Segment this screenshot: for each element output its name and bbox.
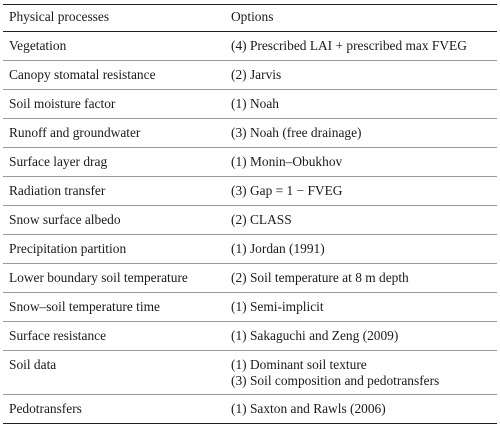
option-cell: (3) Gap = 1 − FVEG	[231, 183, 343, 198]
process-cell: Precipitation partition	[9, 241, 127, 256]
table-body	[3, 32, 497, 424]
table-row	[3, 61, 497, 90]
option-cell: (4) Prescribed LAI + prescribed max FVEG	[231, 38, 467, 53]
option-line: (1) Dominant soil texture	[231, 357, 367, 372]
table-row	[3, 351, 497, 395]
table-row	[3, 148, 497, 177]
header-row	[3, 5, 497, 32]
process-cell: Soil data	[9, 357, 57, 372]
table-row	[3, 395, 497, 424]
table-row	[3, 177, 497, 206]
option-cell: (1) Noah	[231, 96, 279, 111]
option-cell: (1) Saxton and Rawls (2006)	[231, 401, 386, 416]
physics-options-table	[3, 4, 497, 424]
table-row	[3, 322, 497, 351]
table-header	[3, 5, 497, 32]
option-cell-multiline	[225, 351, 497, 395]
process-cell: Canopy stomatal resistance	[9, 67, 156, 82]
process-cell: Snow–soil temperature time	[9, 299, 160, 314]
option-cell: (3) Noah (free drainage)	[231, 125, 362, 140]
table-row	[3, 90, 497, 119]
option-cell: (2) CLASS	[231, 212, 292, 227]
option-cell: (1) Semi-implicit	[231, 299, 324, 314]
option-cell: (1) Monin–Obukhov	[231, 154, 343, 169]
process-cell: Vegetation	[9, 38, 67, 53]
process-cell: Surface resistance	[9, 328, 107, 343]
process-cell: Runoff and groundwater	[9, 125, 141, 140]
process-cell: Snow surface albedo	[9, 212, 121, 227]
process-cell: Radiation transfer	[9, 183, 106, 198]
process-cell: Soil moisture factor	[9, 96, 116, 111]
table-row	[3, 32, 497, 61]
option-cell: (1) Sakaguchi and Zeng (2009)	[231, 328, 399, 343]
option-line: (3) Soil composition and pedotransfers	[231, 373, 440, 388]
table-row	[3, 293, 497, 322]
table-row	[3, 235, 497, 264]
option-cell: (2) Soil temperature at 8 m depth	[231, 270, 409, 285]
process-cell: Pedotransfers	[9, 401, 82, 416]
option-cell: (1) Jordan (1991)	[231, 241, 325, 256]
table-row	[3, 206, 497, 235]
table-row	[3, 264, 497, 293]
table-row	[3, 119, 497, 148]
header-options: Options	[231, 9, 274, 24]
process-cell: Surface layer drag	[9, 154, 108, 169]
process-cell: Lower boundary soil temperature	[9, 270, 188, 285]
header-physical-processes: Physical processes	[9, 9, 110, 24]
option-cell: (2) Jarvis	[231, 67, 282, 82]
physics-options-table-container	[3, 4, 497, 424]
